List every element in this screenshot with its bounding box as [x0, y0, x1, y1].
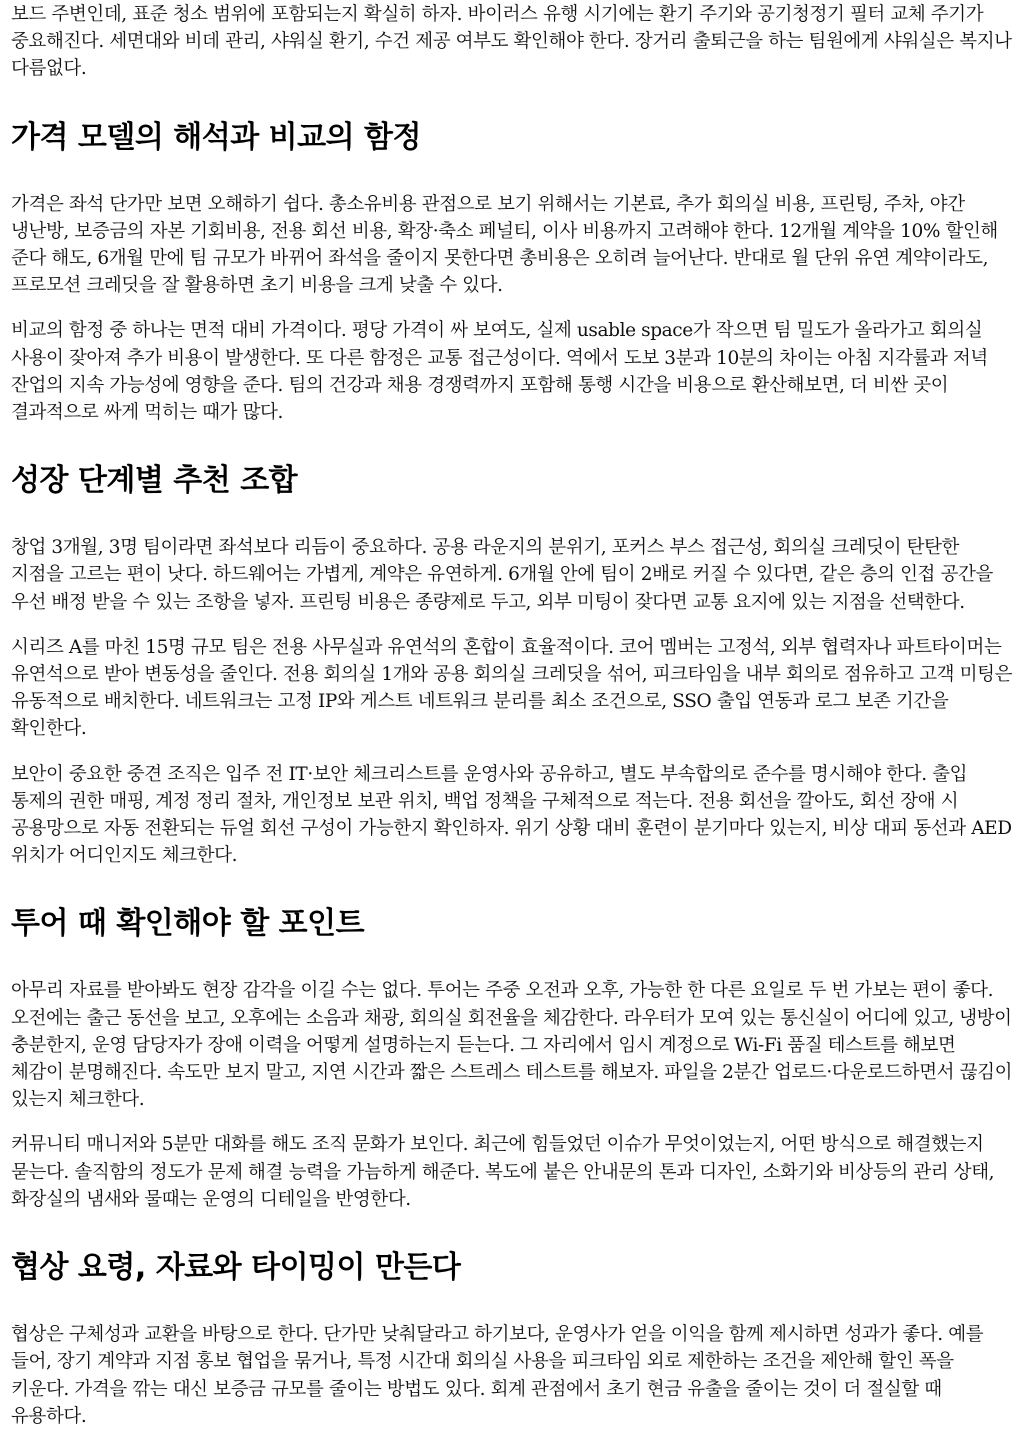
section-heading-tour: 투어 때 확인해야 할 포인트: [11, 906, 365, 942]
pricing-paragraph-1: 가격은 좌석 단가만 보면 오해하기 쉽다. 총소유비용 관점으로 보기 위해서는 기본료, 추가 회의실 비용, 프린팅, 주차, 야간 냉난방, 보증금의 자본 기회비용, 전용 회선 비용, 확장·축소 페널티, 이사 비용까지 고려해야 한다. 12개월 계약을 10% 할인해 준다 해도, 6개월 만에 팀 규모가 바뀌어 좌석을 줄이지 못한다면 총비용은 오히려 늘어난다. 반대로 월 단위 유연 계약이라도, 프로모션 크레딧을 잘 활용하면 초기 비용을 크게 낮출 수 있다.: [11, 193, 998, 297]
tour-paragraph-2: 커뮤니티 매니저와 5분만 대화를 해도 조직 문화가 보인다. 최근에 힘들었던 이슈가 무엇이었는지, 어떤 방식으로 해결했는지 묻는다. 솔직함의 정도가 문제 해결 능력을 가늠하게 해준다. 복도에 붙은 안내문의 톤과 디자인, 소화기와 비상등의 관리 상태, 화장실의 냄새와 물때는 운영의 디테일을 반영한다.: [11, 1134, 995, 1210]
growth-paragraph-2: 시리즈 A를 마친 15명 규모 팀은 전용 사무실과 유연석의 혼합이 효율적이다. 코어 멤버는 고정석, 외부 협력자나 파트타이머는 유연석으로 받아 변동성을 줄인다. 전용 회의실 1개와 공용 회의실 크레딧을 섞어, 피크타임을 내부 회의로 점유하고 고객 미팅은 유동적으로 배치한다. 네트워크는 고정 IP와 게스트 네트워크 분리를 최소 조건으로, SSO 출입 연동과 로그 보존 기간을 확인한다.: [11, 636, 1013, 740]
section-heading-negotiation: 협상 요령, 자료와 타이밍이 만든다: [11, 1250, 461, 1286]
intro-paragraph: 보드 주변인데, 표준 청소 범위에 포함되는지 확실히 하자. 바이러스 유행 시기에는 환기 주기와 공기청정기 필터 교체 주기가 중요해진다. 세면대와 비데 관리, 샤워실 환기, 수건 제공 여부도 확인해야 한다. 장거리 출퇴근을 하는 팀원에게 샤워실은 복지나 다름없다.: [11, 4, 1012, 80]
growth-paragraph-1: 창업 3개월, 3명 팀이라면 좌석보다 리듬이 중요하다. 공용 라운지의 분위기, 포커스 부스 접근성, 회의실 크레딧이 탄탄한 지점을 고르는 편이 낫다. 하드웨어는 가볍게, 계약은 유연하게. 6개월 안에 팀이 2배로 커질 수 있다면, 같은 층의 인접 공간을 우선 배정 받을 수 있는 조항을 넣자. 프린팅 비용은 종량제로 두고, 외부 미팅이 잦다면 교통 요지에 있는 지점을 선택한다.: [11, 537, 993, 613]
section-heading-pricing: 가격 모델의 해석과 비교의 함정: [11, 119, 422, 155]
negotiation-paragraph-1: 협상은 구체성과 교환을 바탕으로 한다. 단가만 낮춰달라고 하기보다, 운영사가 얻을 이익을 함께 제시하면 성과가 좋다. 예를 들어, 장기 계약과 지점 홍보 협업을 묶거나, 특정 시간대 회의실 사용을 피크타임 외로 제한하는 조건을 제안해 할인 폭을 키운다. 가격을 깎는 대신 보증금 규모를 줄이는 방법도 있다. 회계 관점에서 초기 현금 유출을 줄이는 것이 더 절실할 때 유용하다.: [11, 1324, 984, 1427]
section-heading-growth-stage: 성장 단계별 추천 조합: [11, 463, 298, 499]
pricing-paragraph-2: 비교의 함정 중 하나는 면적 대비 가격이다. 평당 가격이 싸 보여도, 실제 usable space가 작으면 팀 밀도가 올라가고 회의실 사용이 잦아져 추가 비용이 발생한다. 또 다른 함정은 교통 접근성이다. 역에서 도보 3분과 10분의 차이는 아침 지각률과 저녁 잔업의 지속 가능성에 영향을 준다. 팀의 건강과 채용 경쟁력까지 포함해 통행 시간을 비용으로 환산해보면, 더 비싼 곳이 결과적으로 싸게 먹히는 때가 많다.: [11, 320, 988, 424]
tour-paragraph-1: 아무리 자료를 받아봐도 현장 감각을 이길 수는 없다. 투어는 주중 오전과 오후, 가능한 한 다른 요일로 두 번 가보는 편이 좋다. 오전에는 출근 동선을 보고, 오후에는 소음과 채광, 회의실 회전율을 체감한다. 라우터가 모여 있는 통신실이 어디에 있고, 냉방이 충분한지, 운영 담당자가 장애 이력을 어떻게 설명하는지 듣는다. 그 자리에서 임시 계정으로 Wi-Fi 품질 테스트를 해보면 체감이 분명해진다. 속도만 보지 말고, 지연 시간과 짧은 스트레스 테스트를 해보자. 파일을 2분간 업로드·다운로드하면서 끊김이 있는지 체크한다.: [11, 980, 1013, 1111]
growth-paragraph-3: 보안이 중요한 중견 조직은 입주 전 IT·보안 체크리스트를 운영사와 공유하고, 별도 부속합의로 준수를 명시해야 한다. 출입 통제의 권한 매핑, 계정 정리 절차, 개인정보 보관 위치, 백업 정책을 구체적으로 적는다. 전용 회선을 깔아도, 회선 장애 시 공용망으로 자동 전환되는 듀얼 회선 구성이 가능한지 확인하자. 위기 상황 대비 훈련이 분기마다 있는지, 비상 대피 동선과 AED 위치가 어디인지도 체크한다.: [11, 763, 1012, 867]
article-body: [11, 0, 1013, 1430]
